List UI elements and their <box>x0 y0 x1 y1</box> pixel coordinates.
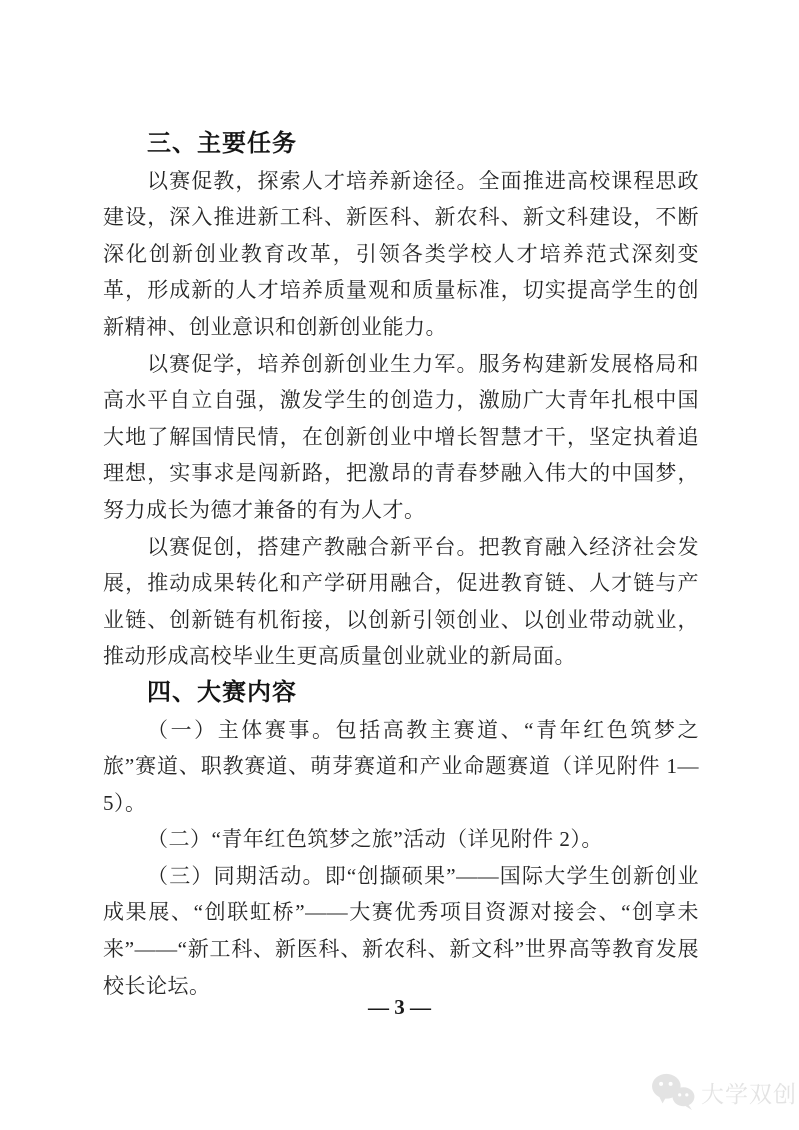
paragraph-item-3-concurrent-activities: （三）同期活动。即“创撷硕果”——国际大学生创新创业成果展、“创联虹桥”——大赛优秀项目资源对接会、“创享未来”——“新工科、新医科、新农科、新文科”世界高等教育发展校长论坛。 <box>103 863 699 998</box>
section-heading-competition-content: 四、大赛内容 <box>147 678 297 706</box>
paragraph-promote-teaching: 以赛促教，探索人才培养新途径。全面推进高校课程思政建设，深入推进新工科、新医科、新农科、新文科建设，不断深化创新创业教育改革，引领各类学校人才培养范式深刻变革，形成新的人才培养质量观和质量标准，切实提高学生的创新精神、创业意识和创新创业能力。 <box>103 168 699 339</box>
watermark-label: 大学双创 <box>701 1080 797 1107</box>
wechat-icon <box>650 1072 696 1112</box>
paragraph-promote-learning: 以赛促学，培养创新创业生力军。服务构建新发展格局和高水平自立自强，激发学生的创造力，激励广大青年扎根中国大地了解国情民情，在创新创业中增长智慧才干，坚定执着追理想，实事求是闯新路，把激昂的青春梦融入伟大的中国梦，努力成长为德才兼备的有为人才。 <box>103 351 699 522</box>
section-heading-main-tasks: 三、主要任务 <box>147 130 297 157</box>
page-number: — 3 — <box>368 995 431 1019</box>
paragraph-item-2-red-dream-journey: （二）“青年红色筑梦之旅”活动（详见附件 2）。 <box>147 827 603 852</box>
document-body <box>103 126 699 1004</box>
watermark <box>650 1072 797 1112</box>
paragraph-item-1-main-events: （一）主体赛事。包括高教主赛道、“青年红色筑梦之旅”赛道、职教赛道、萌芽赛道和产业命题赛道（详见附件 1—5）。 <box>103 717 699 815</box>
paragraph-promote-innovation: 以赛促创，搭建产教融合新平台。把教育融入经济社会发展，推动成果转化和产学研用融合，促进教育链、人才链与产业链、创新链有机衔接，以创新引领创业、以创业带动就业，推动形成高校毕业生更高质量创业就业的新局面。 <box>103 534 699 669</box>
